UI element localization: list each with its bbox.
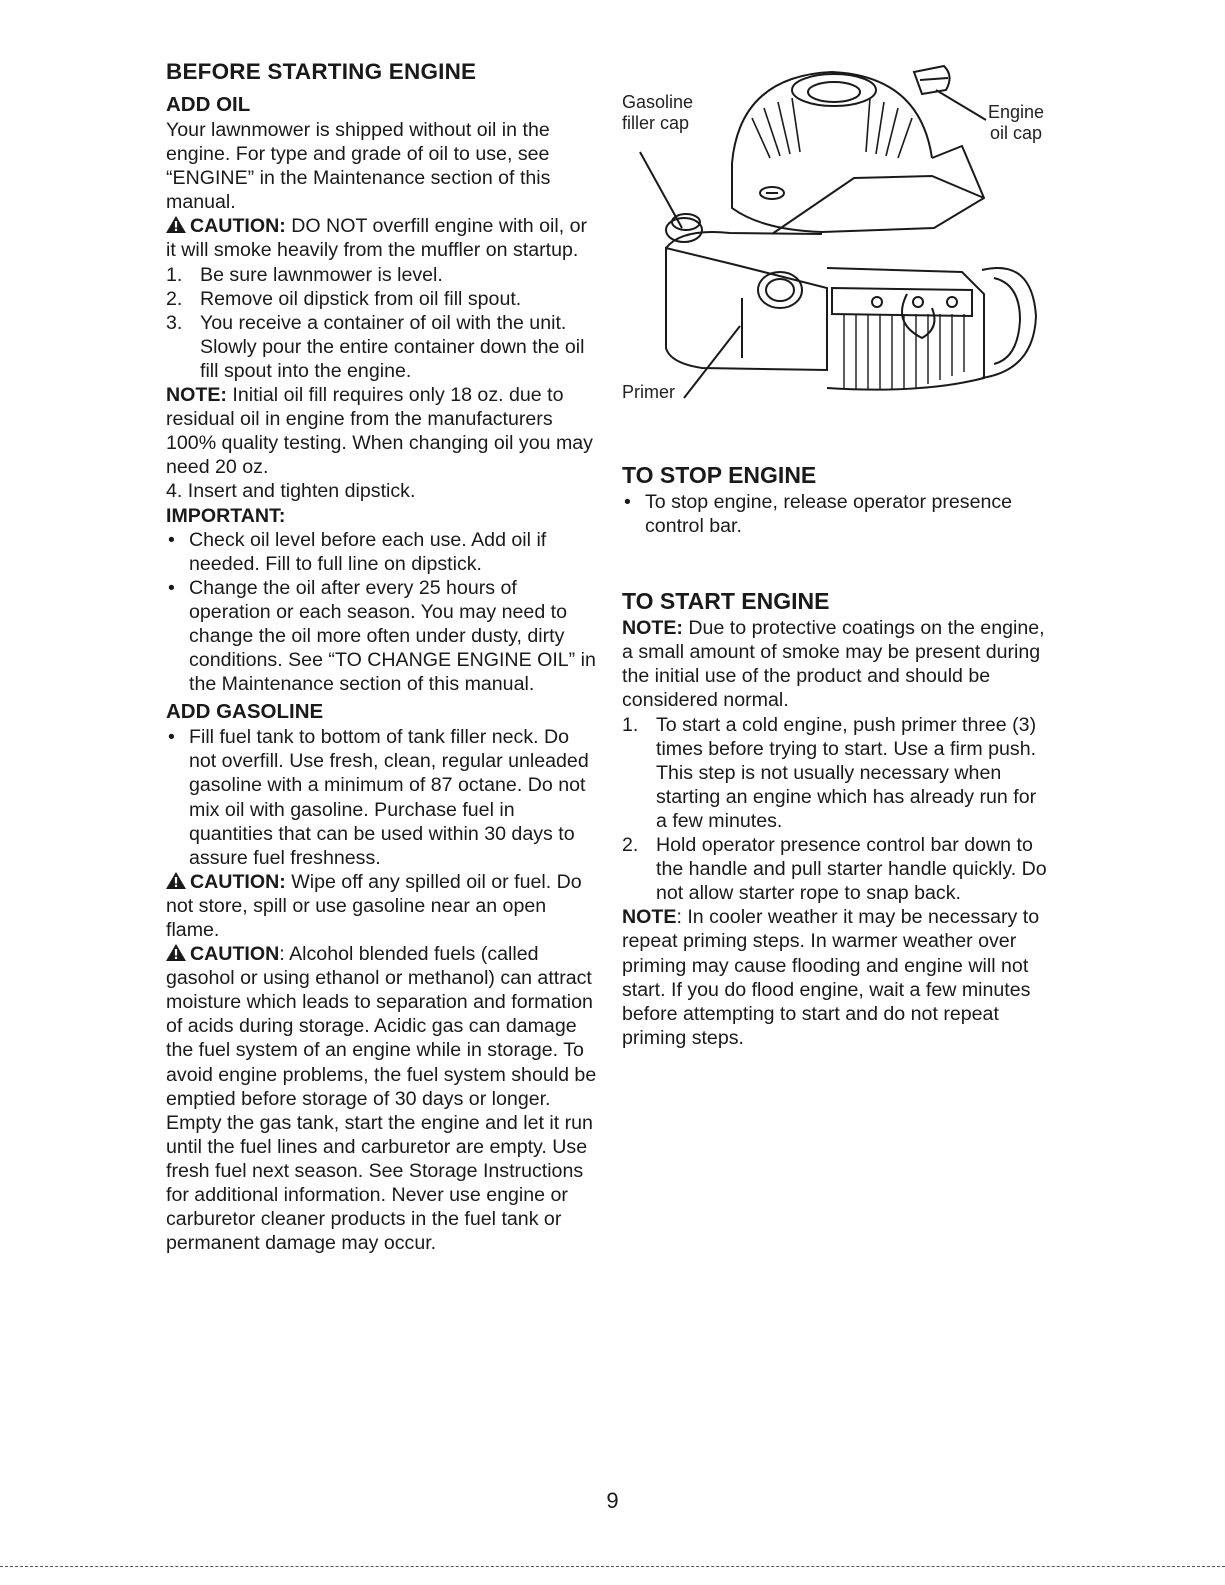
step-text: Hold operator presence control bar down to the handle and pull starter handle quickly. Do not allow starter rope to snap back. (656, 834, 1047, 905)
stop-engine-heading: TO STOP ENGINE (622, 462, 817, 488)
list-item (166, 311, 598, 383)
caution-label: CAUTION: (190, 870, 286, 893)
gasoline-filler-cap-label (622, 92, 693, 134)
list-item (166, 287, 598, 311)
caution-text: DO NOT overfill engine with oil, or it will smoke heavily from the muffler on startup. (166, 215, 588, 262)
oil-note (166, 383, 598, 479)
start-steps-list (622, 713, 1052, 906)
note-label: NOTE: (166, 384, 227, 407)
bullet-text: Check oil level before each use. Add oil if needed. Fill to full line on dipstick. (189, 528, 547, 575)
label-line: Engine (988, 102, 1045, 122)
note-text: Due to protective coatings on the engine, a small amount of smoke may be present during the initial use of the product and should be considered normal. (622, 617, 1045, 712)
stop-list (622, 490, 1052, 538)
list-item (166, 725, 598, 870)
list-item (166, 576, 598, 696)
gasoline-caution-2 (166, 942, 598, 1255)
note-label: NOTE (622, 906, 677, 929)
caution-text: Wipe off any spilled oil or fuel. Do not store, spill or use gasoline near an open flame. (166, 870, 582, 941)
left-column (166, 58, 598, 1255)
start-engine-heading: TO START ENGINE (622, 588, 830, 615)
primer-label: Primer (622, 382, 675, 402)
bullet-text: To stop engine, release operator presence control bar. (645, 491, 1013, 538)
list-item (622, 833, 1052, 905)
list-item (622, 490, 1052, 538)
important-text: IMPORTANT: (166, 504, 286, 527)
warning-icon (166, 944, 186, 961)
page-number: 9 (606, 1488, 619, 1513)
step-number: 2. (166, 287, 183, 310)
step-number: 2. (622, 834, 639, 857)
bullet-icon: • (168, 528, 175, 551)
list-item (166, 528, 598, 576)
section-title: BEFORE STARTING ENGINE (166, 59, 477, 84)
bullet-text: Change the oil after every 25 hours of operation or each season. You may need to change the oil more often under dusty, dirty conditions. See “TO CHANGE ENGINE OIL” in the Maintenance section of this manual. (189, 576, 596, 696)
step-four: 4. Insert and tighten dipstick. (166, 480, 416, 503)
oil-caution (166, 214, 598, 262)
step-text: You receive a container of oil with the unit. Slowly pour the entire container down the oil fill spout into the engine. (200, 311, 585, 382)
label-line: filler cap (622, 113, 690, 133)
caution-text: : Alcohol blended fuels (called gasohol or using ethanol or methanol) can attract moisture which leads to separation and formation of acids during storage. Acidic gas can damage the fuel system of an engine while in storage. To avoid engine problems, the fuel system should be emptied before storage of 30 days or longer. Empty the gas tank, start the engine and let it run until the fuel lines and carburetor are empty. Use fresh fuel next season. See Storage Instructions for additional information. Never use engine or carburetor cleaner products in the fuel tank or permanent damage may occur. (166, 943, 597, 1255)
start-note-2 (622, 905, 1052, 1050)
gasoline-list (166, 725, 598, 870)
engine-oil-cap-label (988, 102, 1044, 144)
note-label: NOTE: (622, 617, 683, 640)
add-oil-heading: ADD OIL (166, 93, 251, 116)
caution-label: CAUTION: (190, 215, 286, 238)
start-note (622, 616, 1052, 712)
label-line: oil cap (990, 123, 1043, 143)
note-text: : In cooler weather it may be necessary to repeat priming steps. In warmer weather over priming may cause flooding and engine will not start. If you do flood engine, wait a few minutes before attempting to start and do not repeat priming steps. (622, 906, 1040, 1049)
list-item (166, 263, 598, 287)
important-label (166, 504, 598, 528)
caution-label: CAUTION (190, 943, 280, 966)
step-number: 1. (622, 713, 639, 736)
warning-icon (166, 872, 186, 889)
note-text: Initial oil fill requires only 18 oz. due to residual oil in engine from the manufacturers 100% quality testing. When changing oil you may need 20 oz. (166, 384, 593, 479)
bullet-icon: • (168, 576, 175, 599)
warning-icon (166, 216, 186, 233)
gasoline-caution-1 (166, 870, 598, 942)
add-gasoline-heading: ADD GASOLINE (166, 700, 324, 724)
oil-steps-list (166, 263, 598, 383)
engine-figure (622, 58, 1052, 418)
step-text: To start a cold engine, push primer three (3) times before trying to start. Use a firm push. This step is not usually necessary when starting an engine which has already run for a few minutes. (656, 713, 1037, 832)
label-line: Gasoline (622, 92, 694, 112)
add-oil-intro: Your lawnmower is shipped without oil in the engine. For type and grade of oil to use, see “ENGINE” in the Maintenance section of this manual. (166, 119, 551, 214)
step-text: Remove oil dipstick from oil fill spout. (200, 287, 522, 310)
bullet-icon: • (624, 491, 631, 513)
right-column (622, 58, 1052, 1050)
step-number: 3. (166, 311, 183, 334)
bullet-icon: • (168, 726, 175, 749)
step-number: 1. (166, 263, 183, 286)
important-list (166, 528, 598, 697)
list-item (622, 713, 1052, 833)
bullet-text: Fill fuel tank to bottom of tank filler neck. Do not overfill. Use fresh, clean, regular unleaded gasoline with a minimum of 87 octane. Do not mix oil with gasoline. Purchase fuel in quantities that can be used within 30 days to assure fuel freshness. (189, 726, 589, 869)
step-text: Be sure lawnmower is level. (200, 263, 443, 286)
page-divider (0, 1566, 1225, 1567)
